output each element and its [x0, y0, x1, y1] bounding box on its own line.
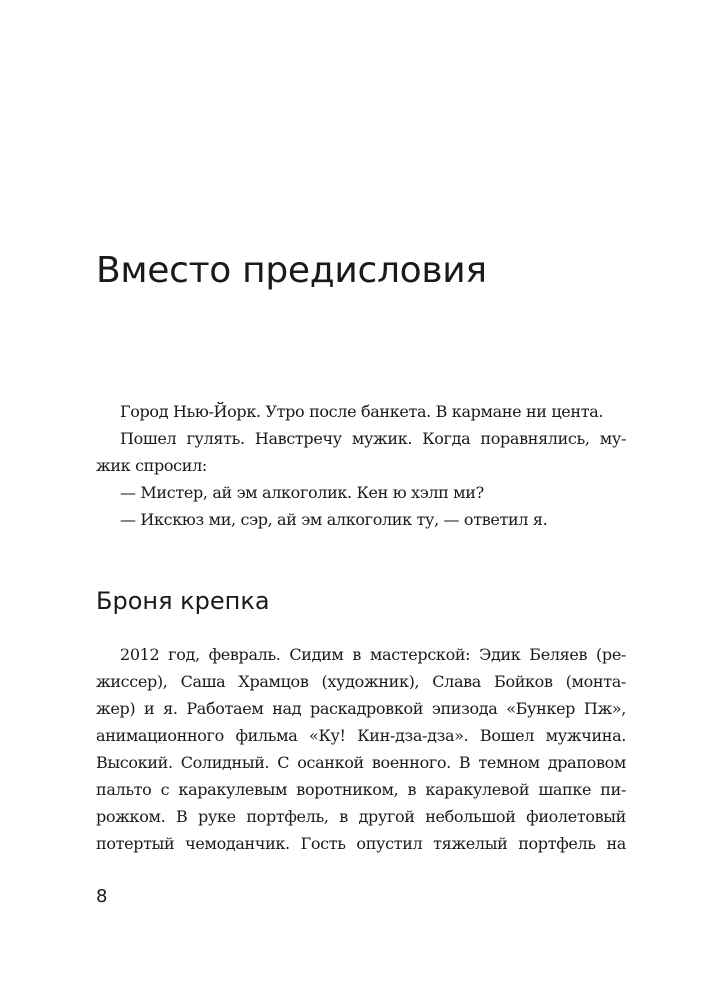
- paragraph-line: потертый чемоданчик. Гость опустил тяжелый портфель на: [96, 834, 626, 853]
- paragraph-line: жиссер), Саша Храмцов (художник), Слава Бойков (монта-: [96, 672, 626, 691]
- paragraph-line: жер) и я. Работаем над раскадровкой эпизода «Бункер Пж»,: [96, 699, 626, 718]
- dialogue-line: — Икскюз ми, сэр, ай эм алкоголик ту, — ответил я.: [120, 510, 548, 529]
- paragraph-line: 2012 год, февраль. Сидим в мастерской: Эдик Беляев (ре-: [120, 645, 626, 664]
- paragraph-line: Пошел гулять. Навстречу мужик. Когда поравнялись, му-: [120, 429, 626, 448]
- section-title: Броня крепка: [96, 587, 270, 615]
- intro-text: [96, 398, 626, 533]
- chapter-title: Вместо предисловия: [96, 250, 487, 291]
- paragraph-line: жик спросил:: [96, 456, 207, 475]
- paragraph-line: анимационного фильма «Ку! Кин-дза-дза». Вошел мужчина.: [96, 726, 626, 745]
- dialogue-line: — Мистер, ай эм алкоголик. Кен ю хэлп ми?: [120, 483, 484, 502]
- paragraph-line: пальто с каракулевым воротником, в каракулевой шапке пи-: [96, 780, 626, 799]
- page-number: 8: [96, 886, 108, 907]
- paragraph-line: рожком. В руке портфель, в другой небольшой фиолетовый: [96, 807, 626, 826]
- paragraph-line: Высокий. Солидный. С осанкой военного. В темном драповом: [96, 753, 626, 772]
- paragraph-line: Город Нью-Йорк. Утро после банкета. В кармане ни цента.: [120, 402, 604, 421]
- section-text: [96, 641, 626, 857]
